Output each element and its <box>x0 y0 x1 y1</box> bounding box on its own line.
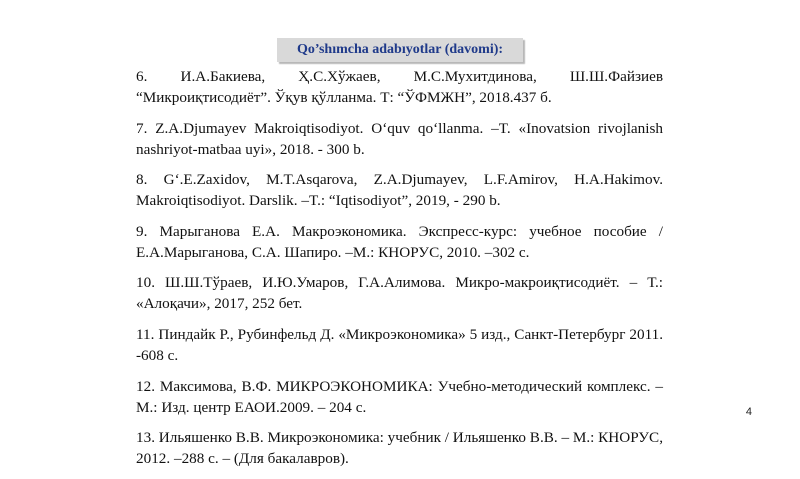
reference-item: 11. Пиндайк Р., Рубинфельд Д. «Микроэкономика» 5 изд., Санкт-Петербург 2011. -608 с. <box>136 325 663 364</box>
reference-item: 10. Ш.Ш.Тўраев, И.Ю.Умаров, Г.А.Алимова. Микро-макроиқтисодиёт. – Т.: «Алоқачи», 2017, 252 бет. <box>136 274 663 313</box>
reference-item: 13. Ильяшенко В.В. Микроэкономика: учебник / Ильяшенко В.В. – М.: КНОРУС, 2012. –288 с. – (Для бакалавров). <box>136 429 663 468</box>
reference-list <box>136 66 663 479</box>
reference-item: 9. Марыганова Е.А. Макроэкономика. Экспресс-курс: учебное пособие / Е.А.Марыганова, С.А. Шапиро. –М.: КНОРУС, 2010. –302 с. <box>136 222 663 261</box>
reference-item: 8. G‘.E.Zaxidov, M.T.Asqarova, Z.A.Djumayev, L.F.Amirov, H.A.Hakimov. Makroiqtisodiyot. Darslik. –T.: “Iqtisodiyot”, 2019, - 290 b. <box>136 171 663 210</box>
reference-item: 6. И.А.Бакиева, Ҳ.С.Хўжаев, М.С.Мухитдинова, Ш.Ш.Файзиев “Микроиқтисодиёт”. Ўқув қўлланма. Т: “ЎФМЖН”, 2018.437 б. <box>136 68 663 106</box>
page-number: 4 <box>745 406 752 418</box>
reference-item: 7. Z.A.Djumayev Makroiqtisodiyot. O‘quv qo‘llanma. –T. «Inovatsion rivojlanish nashriyot-matbaa uyi», 2018. - 300 b. <box>136 119 663 158</box>
reference-item: 12. Максимова, В.Ф. МИКРОЭКОНОМИКА: Учебно-методический комплекс. – М.: Изд. центр ЕАОИ.2009. – 204 с. <box>136 377 663 416</box>
slide-title: Qo’shımcha adabıyotlar (davomi): <box>277 38 523 62</box>
